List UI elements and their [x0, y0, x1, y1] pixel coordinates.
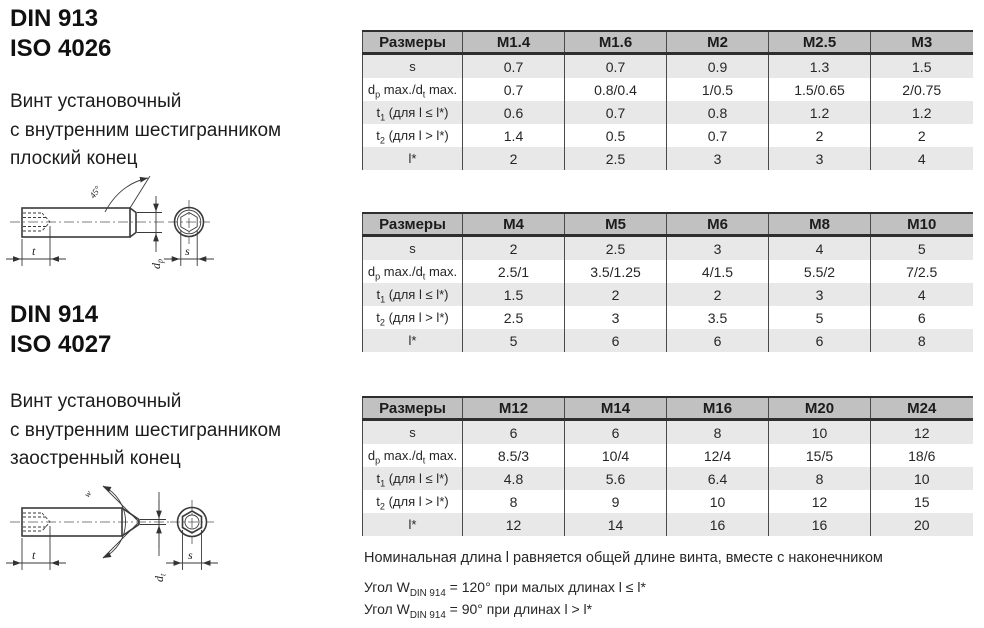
row-label: $d_p$ $\max./d_t$ max. — [367, 264, 458, 282]
cell: 3 — [769, 147, 871, 170]
cell: 8 — [769, 467, 871, 490]
cell: 8 — [463, 490, 565, 513]
cell: 2/0.75 — [871, 78, 973, 101]
cell: 6 — [565, 420, 667, 445]
cell: 0.8 — [667, 101, 769, 124]
cell: 2 — [463, 147, 565, 170]
row-label: $t_2$ (для l > l*) — [376, 494, 449, 512]
cell: 6.4 — [667, 467, 769, 490]
standard-title-din914 — [10, 300, 111, 360]
row-label: $t_1$ (для l ≤ l*) — [376, 471, 449, 489]
cell: 5 — [463, 329, 565, 352]
note-angle-90: Угол $W_{DIN 914} = 90^\circ$ при длинах l > l* — [364, 601, 593, 621]
socket-depth-label: t — [32, 548, 36, 562]
table-row — [363, 124, 973, 147]
table-row — [363, 513, 973, 536]
cell: 15 — [871, 490, 973, 513]
cell: 6 — [463, 420, 565, 445]
cell: 12 — [871, 420, 973, 445]
cell: 1.3 — [769, 54, 871, 79]
table-row — [363, 147, 973, 170]
cell: 4 — [871, 147, 973, 170]
cell: 1.2 — [769, 101, 871, 124]
cell: 2.5 — [565, 236, 667, 261]
column-header: M16 — [667, 397, 769, 420]
row-label: s — [409, 59, 416, 74]
cell: 8 — [871, 329, 973, 352]
row-label: s — [409, 241, 416, 256]
table-row — [363, 260, 973, 283]
flat-point-diameter-label: $d_p$ — [149, 259, 165, 269]
table-row — [363, 236, 973, 261]
row-label: $d_p$ $\max./d_t$ max. — [367, 448, 458, 466]
cell: 0.6 — [463, 101, 565, 124]
row-label: $t_2$ (для l > l*) — [376, 310, 449, 328]
note-angle-120: Угол $W_{DIN 914} = 120^\circ$ при малых длинах l ≤ l* — [364, 579, 646, 599]
cell: 0.7 — [565, 101, 667, 124]
cell: 16 — [769, 513, 871, 536]
cell: 1.5/0.65 — [769, 78, 871, 101]
row-label: l* — [408, 517, 417, 532]
cell: 10 — [769, 420, 871, 445]
cell: 2 — [871, 124, 973, 147]
column-header: M1.4 — [463, 31, 565, 54]
hex-size-label: s — [188, 548, 193, 562]
cell: 9 — [565, 490, 667, 513]
column-header: M8 — [769, 213, 871, 236]
column-header: M6 — [667, 213, 769, 236]
hex-size-label: s — [185, 244, 190, 258]
row-label: $d_p$ $\max./d_t$ max. — [367, 82, 458, 100]
cell: 12 — [769, 490, 871, 513]
cell: 12 — [463, 513, 565, 536]
description-din914 — [10, 388, 281, 474]
table-row — [363, 54, 973, 79]
cell: 6 — [565, 329, 667, 352]
column-header: M1.6 — [565, 31, 667, 54]
cell: 3 — [565, 306, 667, 329]
cell: 3.5 — [667, 306, 769, 329]
cell: 1.4 — [463, 124, 565, 147]
column-header: Размеры — [363, 397, 463, 420]
cell: 18/6 — [871, 444, 973, 467]
description-line: плоский конец — [10, 148, 138, 169]
cell: 14 — [565, 513, 667, 536]
cell: 0.7 — [565, 54, 667, 79]
table-row — [363, 490, 973, 513]
cell: 5.6 — [565, 467, 667, 490]
description-line: заостренный конец — [10, 448, 181, 469]
cell: 0.8/0.4 — [565, 78, 667, 101]
cell: 2 — [565, 283, 667, 306]
cell: 3 — [769, 283, 871, 306]
socket-depth-label: t — [32, 244, 36, 258]
point-angle-label: w — [81, 488, 94, 500]
column-header: M5 — [565, 213, 667, 236]
cell: 12/4 — [667, 444, 769, 467]
cell: 4.8 — [463, 467, 565, 490]
table-row — [363, 420, 973, 445]
table-row — [363, 306, 973, 329]
cell: 2.5 — [463, 306, 565, 329]
column-header: M14 — [565, 397, 667, 420]
row-label: $t_2$ (для l > l*) — [376, 128, 449, 146]
description-din913 — [10, 88, 281, 174]
cell: 8 — [667, 420, 769, 445]
description-line: Винт установочный — [10, 91, 182, 112]
cell: 6 — [769, 329, 871, 352]
din914-cone-point-screw-drawing — [2, 474, 234, 586]
row-label: $t_1$ (для l ≤ l*) — [376, 287, 449, 305]
table-row — [363, 283, 973, 306]
cell: 0.9 — [667, 54, 769, 79]
standard-line-iso: ISO 4027 — [10, 331, 112, 358]
spec-table-m1_4-m3 — [362, 30, 973, 170]
cell: 2.5/1 — [463, 260, 565, 283]
row-label: l* — [408, 151, 417, 166]
cell: 7/2.5 — [871, 260, 973, 283]
cell: 5 — [769, 306, 871, 329]
cell: 15/5 — [769, 444, 871, 467]
column-header: M2.5 — [769, 31, 871, 54]
table-row — [363, 101, 973, 124]
row-label: $t_1$ (для l ≤ l*) — [376, 105, 449, 123]
cell: 1/0.5 — [667, 78, 769, 101]
cell: 3 — [667, 147, 769, 170]
description-line: с внутренним шестигранником — [10, 419, 282, 441]
table-row — [363, 467, 973, 490]
cone-tip-diameter-label: $d_t$ — [152, 573, 168, 582]
table-row — [363, 329, 973, 352]
chamfer-angle-label: 45° — [87, 184, 103, 201]
cell: 6 — [871, 306, 973, 329]
cell: 16 — [667, 513, 769, 536]
cell: 4 — [871, 283, 973, 306]
description-line: с внутренним шестигранником — [10, 119, 282, 141]
table-row — [363, 444, 973, 467]
column-header: M20 — [769, 397, 871, 420]
cell: 4/1.5 — [667, 260, 769, 283]
cell: 5.5/2 — [769, 260, 871, 283]
spec-table-m4-m10 — [362, 212, 973, 352]
cell: 8.5/3 — [463, 444, 565, 467]
cell: 0.7 — [463, 78, 565, 101]
cell: 2 — [463, 236, 565, 261]
cell: 10 — [871, 467, 973, 490]
cell: 0.7 — [667, 124, 769, 147]
cell: 10/4 — [565, 444, 667, 467]
spec-table-m12-m24 — [362, 396, 973, 536]
note-nominal-length: Номинальная длина l равняется общей длине винта, вместе с наконечником — [364, 550, 883, 566]
column-header: M12 — [463, 397, 565, 420]
cell: 1.5 — [463, 283, 565, 306]
column-header: Размеры — [363, 31, 463, 54]
standard-title-din913 — [10, 4, 111, 64]
cell: 0.5 — [565, 124, 667, 147]
cell: 10 — [667, 490, 769, 513]
column-header: Размеры — [363, 213, 463, 236]
cell: 2.5 — [565, 147, 667, 170]
column-header: M24 — [871, 397, 973, 420]
cell: 4 — [769, 236, 871, 261]
cell: 2 — [769, 124, 871, 147]
cell: 2 — [667, 283, 769, 306]
description-line: Винт установочный — [10, 391, 182, 412]
din913-flat-point-screw-drawing — [2, 166, 234, 272]
cell: 1.2 — [871, 101, 973, 124]
column-header: M10 — [871, 213, 973, 236]
row-label: l* — [408, 333, 417, 348]
cell: 3 — [667, 236, 769, 261]
cell: 5 — [871, 236, 973, 261]
column-header: M2 — [667, 31, 769, 54]
table-row — [363, 78, 973, 101]
standard-line-iso: ISO 4026 — [10, 35, 112, 62]
cell: 0.7 — [463, 54, 565, 79]
column-header: M3 — [871, 31, 973, 54]
cell: 1.5 — [871, 54, 973, 79]
row-label: s — [409, 425, 416, 440]
column-header: M4 — [463, 213, 565, 236]
cell: 6 — [667, 329, 769, 352]
standard-line-din: DIN 914 — [10, 301, 99, 328]
standard-line-din: DIN 913 — [10, 5, 99, 32]
cell: 20 — [871, 513, 973, 536]
cell: 3.5/1.25 — [565, 260, 667, 283]
